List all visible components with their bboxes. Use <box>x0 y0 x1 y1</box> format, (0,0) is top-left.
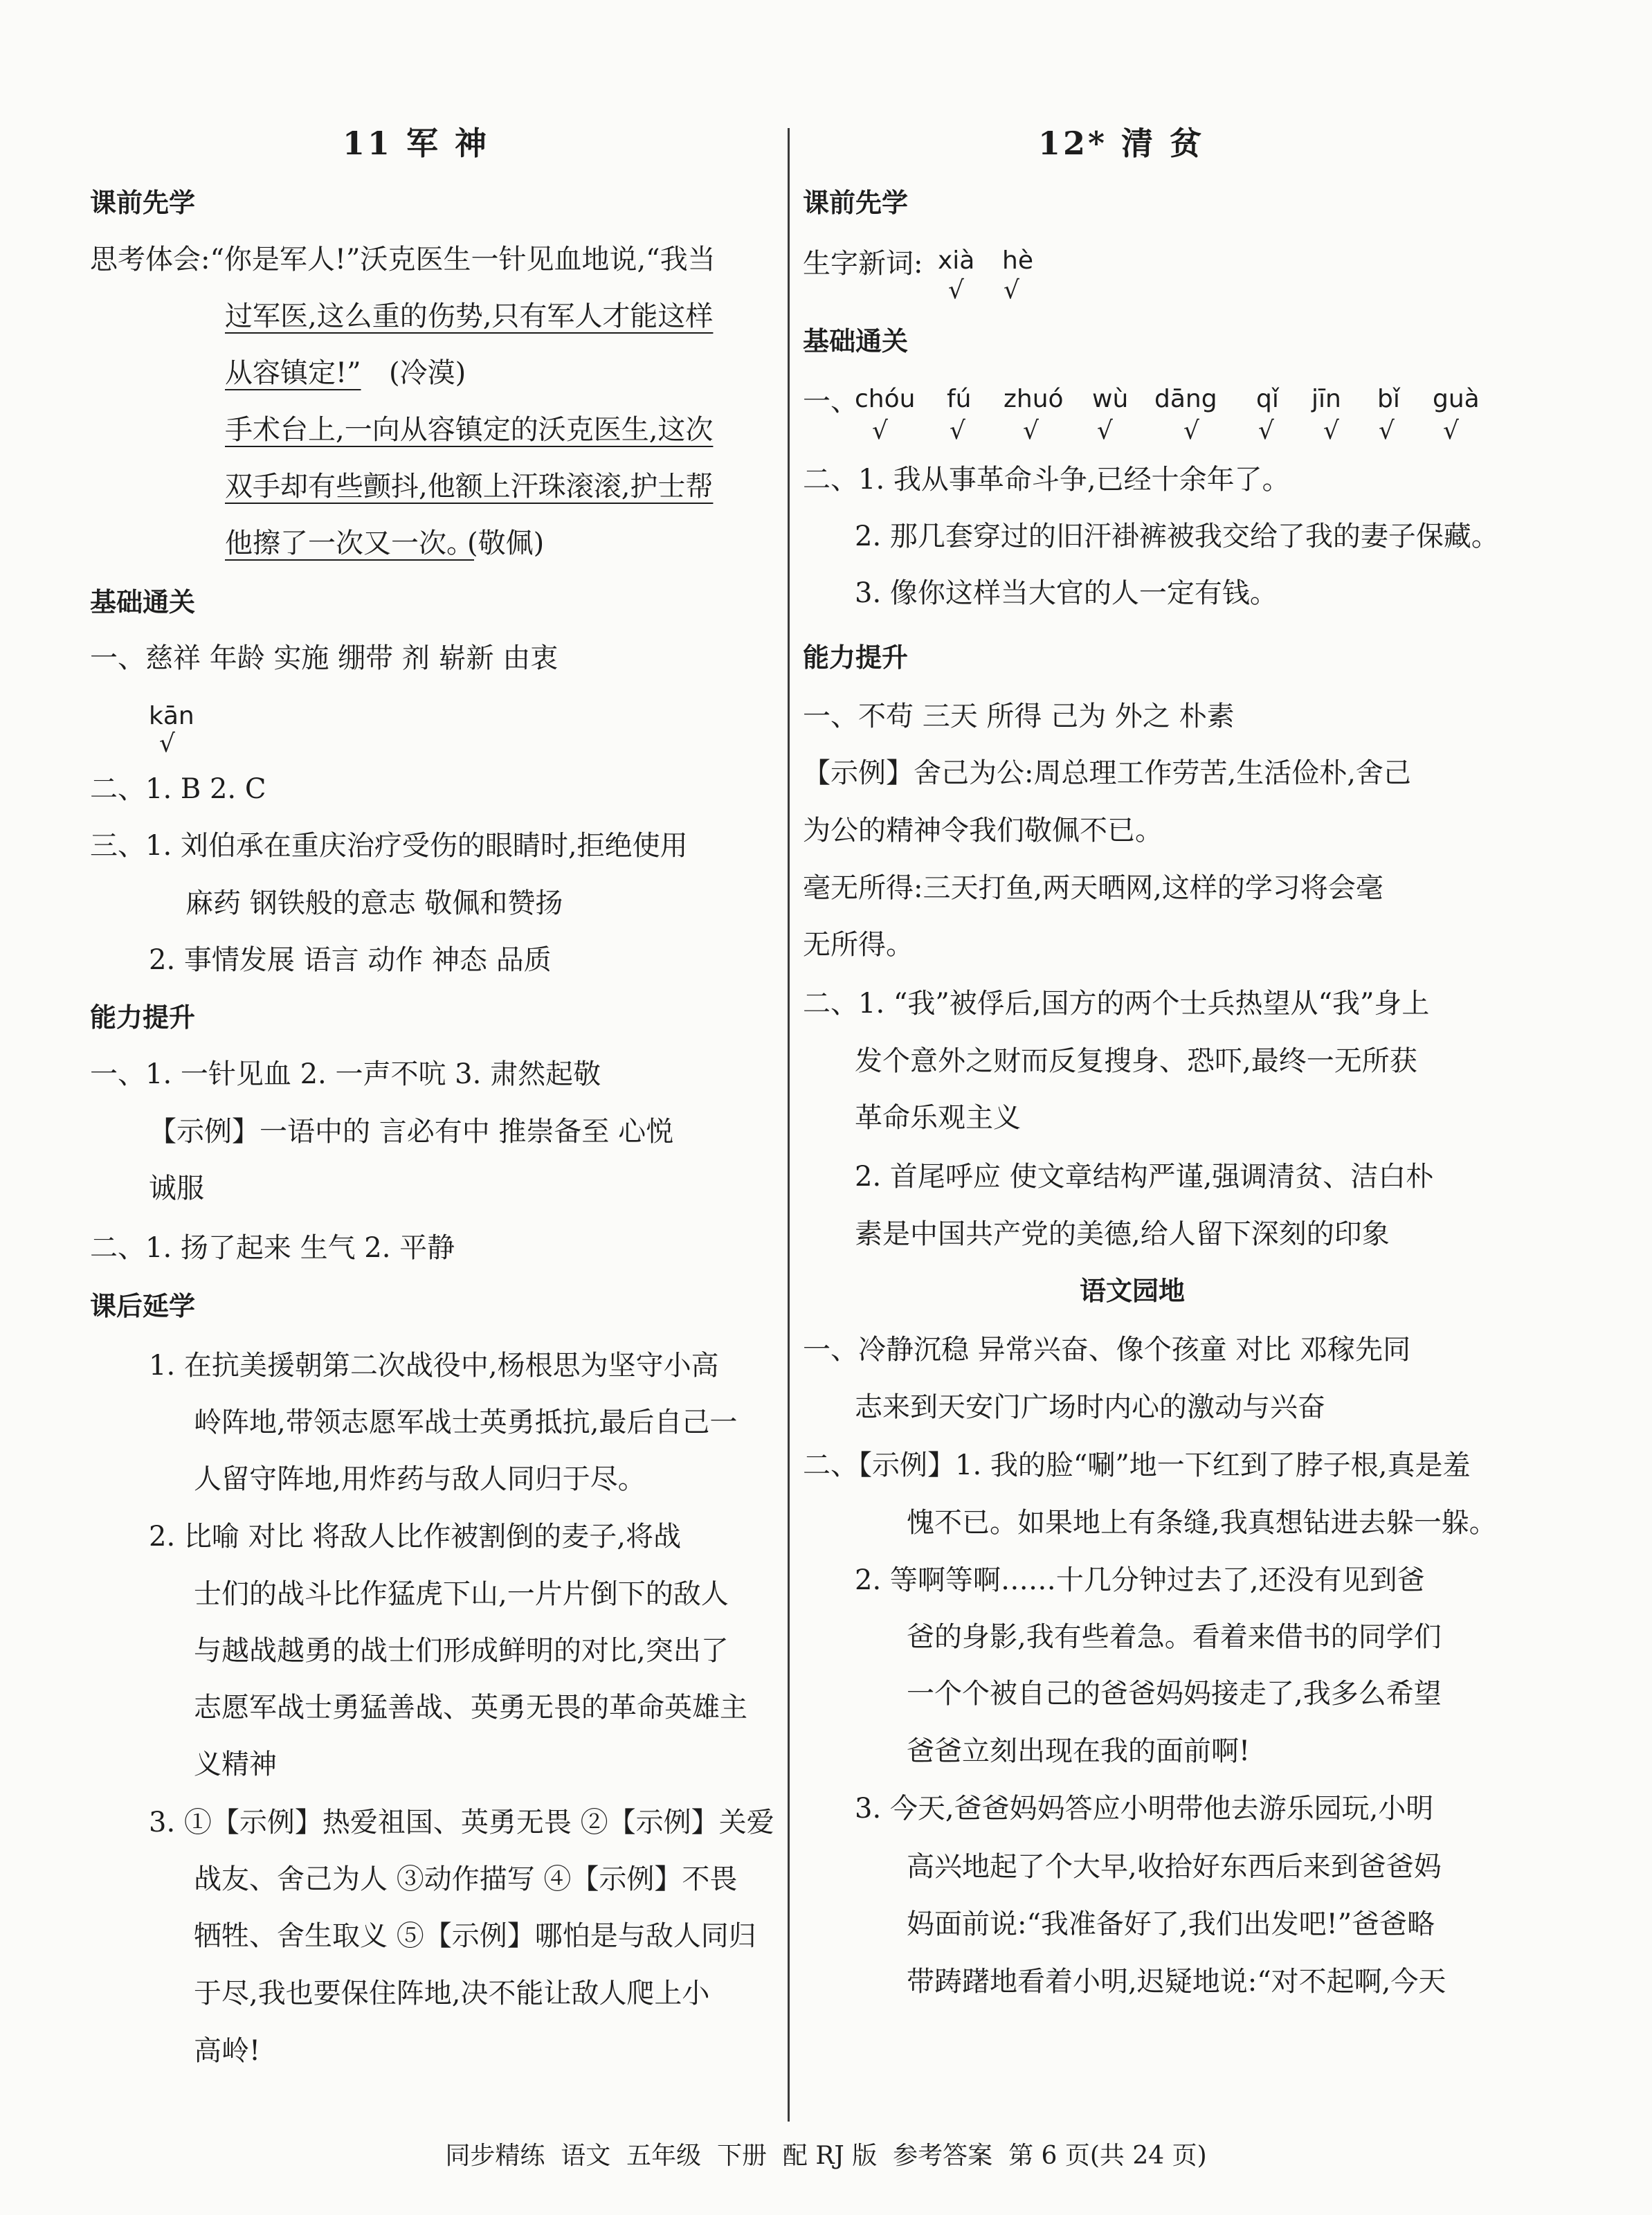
text-line: 双手却有些颤抖,他额上汗珠滚滚,护士帮 <box>225 471 714 503</box>
text-line: 一个个被自己的爸爸妈妈接走了,我多么希望 <box>907 1678 1442 1710</box>
text-line: 无所得。 <box>803 929 914 961</box>
text-line: 高兴地起了个大早,收拾好东西后来到爸爸妈 <box>907 1851 1442 1883</box>
text-line: 士们的战斗比作猛虎下山,一片片倒下的敌人 <box>194 1578 729 1610</box>
text-line: 发个意外之财而反复搜身、恐吓,最终一无所获 <box>855 1045 1417 1077</box>
text-line: 二、1. 扬了起来 生气 2. 平静 <box>90 1232 455 1264</box>
pinyin: zhuó <box>1004 385 1064 413</box>
check-mark-icon: √ <box>950 417 965 445</box>
section-heading: 课前先学 <box>90 188 196 218</box>
check-mark-icon: √ <box>1183 417 1199 445</box>
pinyin: hè <box>1002 246 1033 275</box>
check-mark-icon: √ <box>1323 417 1339 445</box>
text-line: 岭阵地,带领志愿军战士英勇抵抗,最后自己一 <box>194 1407 738 1438</box>
check-mark-icon: √ <box>948 276 964 305</box>
text-line: 素是中国共产党的美德,给人留下深刻的印象 <box>855 1218 1390 1250</box>
text-line: 1. 在抗美援朝第二次战役中,杨根思为坚守小高 <box>149 1350 719 1382</box>
section-heading: 能力提升 <box>803 642 909 673</box>
text-line: 2. 首尾呼应 使文章结构严谨,强调清贫、洁白朴 <box>855 1161 1434 1193</box>
text-line: 人留守阵地,用炸药与敌人同归于尽。 <box>194 1463 646 1495</box>
page-footer: 同步精练 语文 五年级 下册 配 RJ 版 参考答案 第 6 页(共 24 页) <box>445 2142 1207 2170</box>
text-line: 高岭! <box>194 2035 261 2067</box>
lesson-11-title: 11 军 神 <box>343 125 490 162</box>
pinyin: jīn <box>1311 385 1341 413</box>
text-line: 爸爸立刻出现在我的面前啊! <box>907 1735 1251 1767</box>
text-line: 毫无所得:三天打鱼,两天晒网,这样的学习将会毫 <box>803 872 1383 904</box>
pinyin: kān <box>149 702 194 730</box>
text-line: 从容镇定!” <box>225 357 361 389</box>
text-line: 3. ①【示例】热爱祖国、英勇无畏 ②【示例】关爱 <box>149 1807 774 1838</box>
pinyin: guà <box>1433 385 1480 413</box>
pinyin: wù <box>1092 385 1129 413</box>
column-divider <box>788 128 790 2122</box>
pinyin: bǐ <box>1377 385 1400 413</box>
pinyin: fú <box>947 385 972 413</box>
text-line: 为公的精神令我们敬佩不已。 <box>803 815 1163 847</box>
section-heading: 语文园地 <box>1080 1276 1186 1306</box>
text-line: 爸的身影,我有些着急。看着来借书的同学们 <box>907 1621 1442 1653</box>
section-heading: 课后延学 <box>90 1291 196 1321</box>
check-mark-icon: √ <box>1258 417 1274 445</box>
text-line: 二、【示例】1. 我的脸“唰”地一下红到了脖子根,真是羞 <box>803 1449 1471 1481</box>
check-mark-icon: √ <box>1004 276 1019 305</box>
text-line: 妈面前说:“我准备好了,我们出发吧!”爸爸略 <box>907 1908 1435 1940</box>
text-line: 志来到天安门广场时内心的激动与兴奋 <box>855 1391 1325 1423</box>
pinyin: xià <box>938 246 975 275</box>
text-line: 牺牲、舍生取义 ⑤【示例】哪怕是与敌人同归 <box>194 1920 756 1952</box>
text-line: 义精神 <box>194 1748 277 1780</box>
section-heading: 基础通关 <box>803 326 909 356</box>
text-line: 过军医,这么重的伤势,只有军人才能这样 <box>225 300 714 332</box>
text-line: 【示例】一语中的 言必有中 推崇备至 心悦 <box>149 1116 674 1148</box>
text-line: 志愿军战士勇猛善战、英勇无畏的革命英雄主 <box>194 1692 747 1724</box>
text-line: 3. 今天,爸爸妈妈答应小明带他去游乐园玩,小明 <box>855 1793 1434 1825</box>
text-line: 2. 那几套穿过的旧汗褂裤被我交给了我的妻子保藏。 <box>855 521 1499 552</box>
text-line: 一、 <box>803 386 858 417</box>
text-line: 手术台上,一向从容镇定的沃克医生,这次 <box>225 414 714 446</box>
text-line: 【示例】舍己为公:周总理工作劳苦,生活俭朴,舍己 <box>803 757 1411 789</box>
text-line: 带踌躇地看着小明,迟疑地说:“对不起啊,今天 <box>907 1966 1446 1998</box>
check-mark-icon: √ <box>159 730 175 758</box>
text-line: (敬佩) <box>467 527 545 559</box>
check-mark-icon: √ <box>1379 417 1395 445</box>
text-line: 一、慈祥 年龄 实施 绷带 剂 崭新 由衷 <box>90 642 559 674</box>
text-line: 2. 等啊等啊……十几分钟过去了,还没有见到爸 <box>855 1564 1425 1596</box>
section-heading: 课前先学 <box>803 188 909 218</box>
text-line: 与越战越勇的战士们形成鲜明的对比,突出了 <box>194 1635 729 1667</box>
text-line: 思考体会:“你是军人!”沃克医生一针见血地说,“我当 <box>90 244 716 275</box>
text-line: 一、冷静沉稳 异常兴奋、像个孩童 对比 邓稼先同 <box>803 1334 1411 1366</box>
text-line: 麻药 钢铁般的意志 敬佩和赞扬 <box>185 887 563 919</box>
text-line: 生字新词: <box>803 248 923 280</box>
text-line: 3. 像你这样当大官的人一定有钱。 <box>855 577 1278 609</box>
text-line: 战友、舍己为人 ③动作描写 ④【示例】不畏 <box>194 1863 738 1895</box>
text-line: 他擦了一次又一次。 <box>225 527 474 559</box>
check-mark-icon: √ <box>1023 417 1039 445</box>
text-line: 二、1. “我”被俘后,国方的两个士兵热望从“我”身上 <box>803 988 1430 1020</box>
text-line: 愧不已。如果地上有条缝,我真想钻进去躲一躲。 <box>907 1507 1497 1539</box>
pinyin: qǐ <box>1256 385 1279 413</box>
lesson-12-title: 12* 清 贫 <box>1038 125 1205 162</box>
section-heading: 能力提升 <box>90 1002 196 1033</box>
text-line: 2. 事情发展 语言 动作 神态 品质 <box>149 944 552 976</box>
pinyin: chóu <box>855 385 916 413</box>
text-line: 2. 比喻 对比 将敌人比作被割倒的麦子,将战 <box>149 1521 682 1553</box>
text-line: 革命乐观主义 <box>855 1102 1021 1134</box>
text-line: 二、1. B 2. C <box>90 773 266 805</box>
text-line: 诚服 <box>149 1173 204 1204</box>
text-line: 一、1. 一针见血 2. 一声不吭 3. 肃然起敬 <box>90 1058 601 1090</box>
text-line: 一、不苟 三天 所得 己为 外之 朴素 <box>803 700 1235 732</box>
check-mark-icon: √ <box>1097 417 1113 445</box>
text-line: 于尽,我也要保住阵地,决不能让敌人爬上小 <box>194 1978 710 2009</box>
text-line: (冷漠) <box>389 357 466 389</box>
pinyin: dāng <box>1154 385 1217 413</box>
text-line: 三、1. 刘伯承在重庆治疗受伤的眼睛时,拒绝使用 <box>90 830 688 862</box>
text-line: 二、1. 我从事革命斗争,已经十余年了。 <box>803 464 1290 496</box>
section-heading: 基础通关 <box>90 587 196 617</box>
check-mark-icon: √ <box>872 417 888 445</box>
check-mark-icon: √ <box>1443 417 1459 445</box>
